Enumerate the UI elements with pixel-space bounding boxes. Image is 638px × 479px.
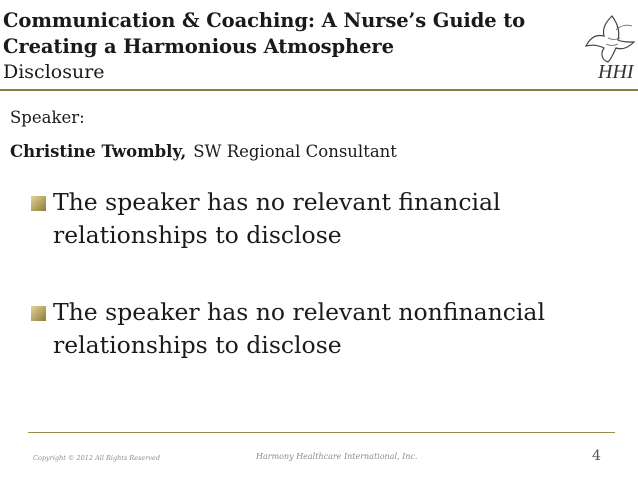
square-bullet-icon (31, 306, 46, 321)
speaker-line (10, 141, 397, 163)
speaker-label: Speaker: (10, 108, 85, 127)
footer-copyright: Copyright © 2012 All Rights Reserved (33, 454, 161, 462)
bullet-list (31, 186, 621, 362)
square-bullet-icon (31, 196, 46, 211)
page-number: 4 (592, 448, 601, 464)
speaker-role: SW Regional Consultant (193, 142, 397, 161)
speaker-block (10, 107, 397, 163)
slide-title-line-2: Creating a Harmonious Atmosphere (3, 35, 394, 58)
dove-icon (582, 8, 638, 86)
speaker-name: Christine Twombly, (10, 142, 187, 161)
hhi-logo (582, 8, 638, 86)
footer-company: Harmony Healthcare International, Inc. (256, 452, 418, 461)
title-divider (0, 89, 638, 91)
slide-subtitle: Disclosure (3, 61, 105, 83)
bullet-text: The speaker has no relevant financial relationships to disclose (53, 188, 501, 249)
bullet-item (31, 296, 621, 362)
bullet-text: The speaker has no relevant nonfinancial relationships to disclose (53, 298, 545, 359)
bullet-item (31, 186, 621, 252)
footer-divider (28, 432, 615, 433)
logo-text: HHI (598, 61, 634, 83)
slide-title-line-1: Communication & Coaching: A Nurse’s Guide to (3, 9, 526, 32)
title-block (3, 8, 588, 84)
